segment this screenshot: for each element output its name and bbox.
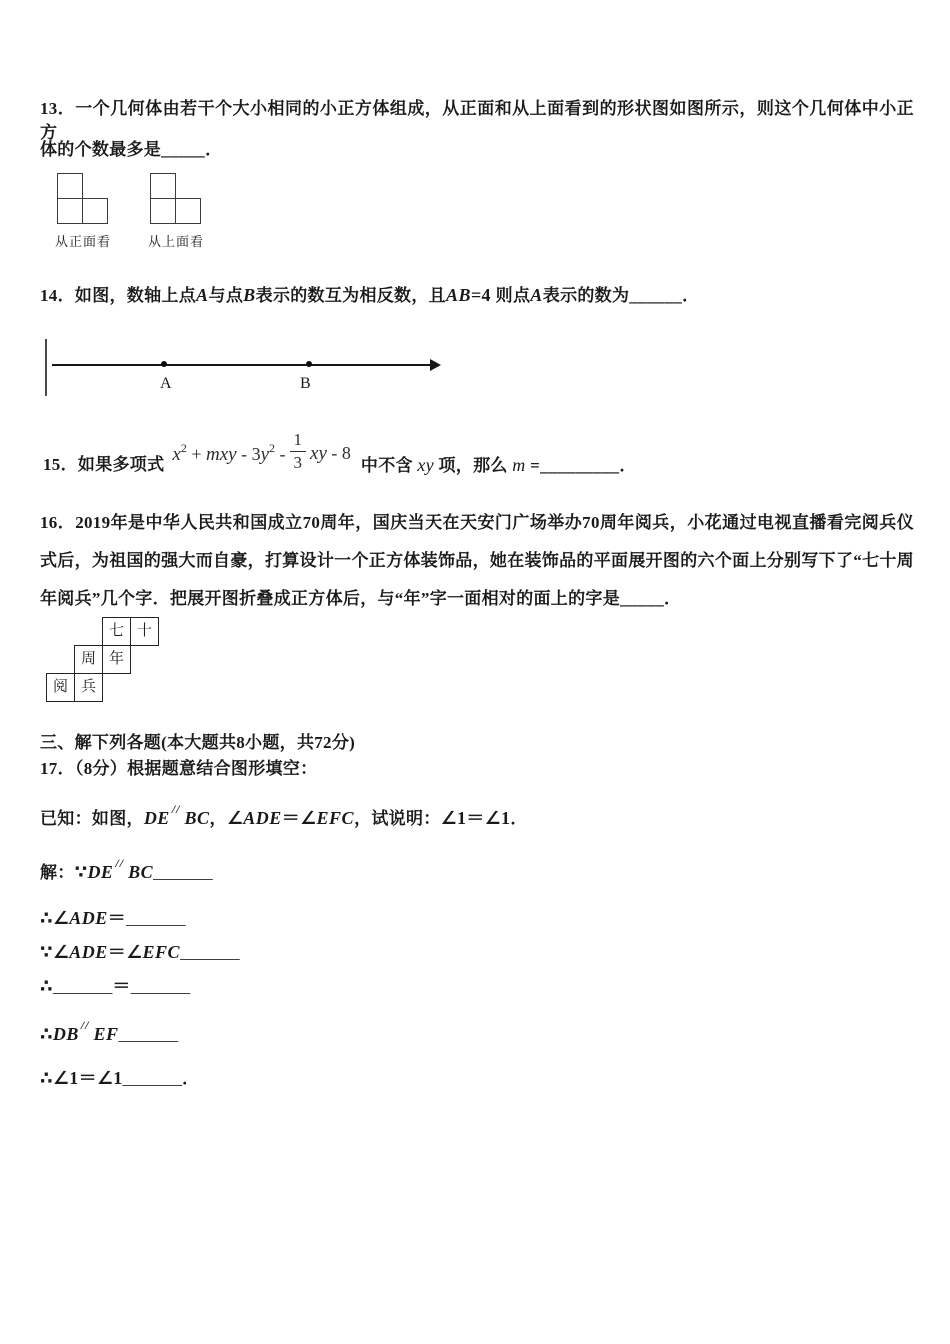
grid-cell	[82, 198, 108, 224]
point-a-label: A	[160, 375, 172, 392]
grid-cell	[175, 198, 201, 224]
section-3-heading: 三、解下列各题(本大题共8小题，共72分)	[40, 733, 356, 752]
net-cell-zhou: 周	[74, 645, 103, 674]
polynomial-post: xy - 8	[310, 443, 351, 464]
top-view-label: 从上面看	[148, 234, 205, 249]
question-14-line: 14．如图，数轴上点A与点B表示的数互为相反数，且AB=4 则点A表示的数为______．	[40, 285, 700, 305]
net-cell-yue: 阅	[46, 673, 75, 702]
figure-left-border	[45, 339, 47, 396]
question-13-line1: 13．一个几何体由若干个大小相同的小正方体组成，从正面和从上面看到的形状图如图所示，则这个几何体中小正方	[40, 99, 914, 142]
question-15-suffix: 中不含 xy 项，那么 m =_________．	[360, 455, 637, 475]
front-view-label: 从正面看	[55, 234, 112, 249]
question-15-prefix: 15．如果多项式	[43, 455, 165, 474]
net-cell-shi: 十	[130, 617, 159, 646]
solution-line-2: ∴∠ADE＝_______	[40, 908, 186, 928]
net-cell-qi: 七	[102, 617, 131, 646]
fraction	[290, 429, 307, 474]
point-b-dot	[306, 361, 312, 367]
point-a-dot	[161, 361, 167, 367]
question-16-line2: 式后，为祖国的强大而自豪，打算设计一个正方体装饰品，她在装饰品的平面展开图的六个面上分别写下了“七十周	[40, 551, 914, 570]
question-16-line3: 年阅兵”几个字．把展开图折叠成正方体后，与“年”字一面相对的面上的字是_____．	[40, 589, 682, 608]
net-cell-bing: 兵	[74, 673, 103, 702]
grid-cell	[150, 173, 176, 199]
grid-cell	[57, 173, 83, 199]
solution-line-4: ∴_______＝_______	[40, 976, 191, 996]
question-16-line1: 16．2019年是中华人民共和国成立70周年，国庆当天在天安门广场举办70周年阅兵，小花通过电视直播看完阅兵仪	[40, 513, 914, 532]
net-cell-nian: 年	[102, 645, 131, 674]
grid-cell	[57, 198, 83, 224]
question-17-given: 已知：如图，DE // BC，∠ADE＝∠EFC，试说明：∠1＝∠1．	[40, 802, 528, 828]
solution-line-3: ∵∠ADE＝∠EFC_______	[40, 942, 240, 962]
question-17-title: 17．（8分）根据题意结合图形填空：	[40, 759, 318, 778]
polynomial-pre: $x^2$ + mxy - $3y^2$ -	[172, 441, 286, 465]
number-line-axis	[52, 364, 431, 366]
question-15-line	[43, 428, 637, 478]
point-b-label: B	[300, 375, 311, 392]
fraction-numerator: 1	[290, 429, 307, 452]
grid-cell	[150, 198, 176, 224]
axis-arrowhead-icon	[430, 359, 441, 371]
fraction-denominator: 3	[293, 453, 303, 472]
solution-line-5: ∴DB // EF_______	[40, 1018, 179, 1044]
question-13-line2: 体的个数最多是_____．	[40, 140, 223, 159]
solution-line-1: 解：∵DE // BC_______	[40, 856, 213, 882]
solution-line-6: ∴∠1＝∠1_______．	[40, 1068, 200, 1088]
